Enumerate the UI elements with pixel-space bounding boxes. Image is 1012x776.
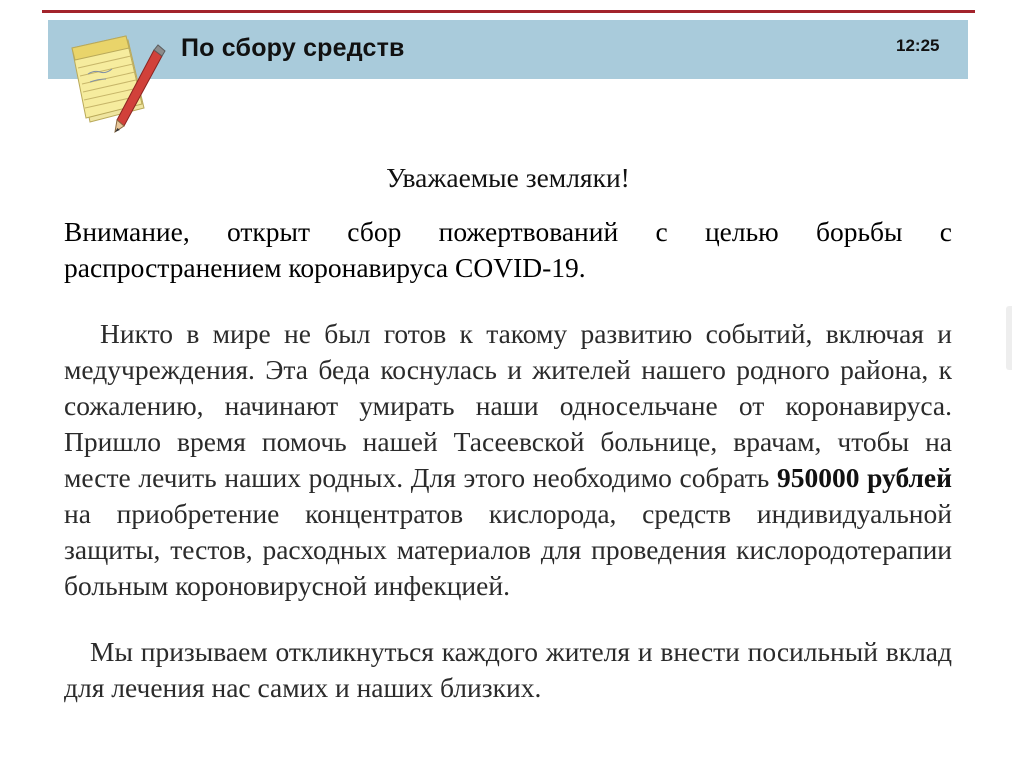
call-to-action-paragraph: Мы призываем откликнуться каждого жителя и внести посильный вклад для лечения нас самих и наших близких. bbox=[64, 636, 952, 703]
article-body bbox=[64, 160, 952, 706]
time-label: 12:25 bbox=[896, 36, 940, 55]
page-title: По сбору средств bbox=[181, 34, 405, 62]
appeal-paragraph bbox=[64, 316, 952, 604]
notepad-pencil-icon bbox=[62, 30, 172, 134]
scrollbar[interactable] bbox=[1006, 306, 1012, 370]
appeal-text-end: на приобретение концентратов кислорода, средств индивидуальной защиты, тестов, расходных материалов для проведения кислородотерапии больным короновирусной инфекцией. bbox=[64, 498, 952, 601]
top-divider bbox=[42, 10, 975, 13]
greeting-heading: Уважаемые земляки! bbox=[386, 162, 630, 193]
announcement-paragraph: Внимание, открыт сбор пожертвований с целью борьбы с распространением коронавируса COVID-19. bbox=[64, 216, 952, 283]
appeal-text-start: Никто в мире не был готов к такому развитию событий, включая и медучреждения. Эта беда коснулась и жителей нашего родного района, к сожалению, начинают умирать наши односельчане от коронавируса. Пришло время помочь нашей Тасеевской больнице, врачам, чтобы на месте лечить наших родных. Для этого необходимо собрать bbox=[64, 318, 952, 493]
fundraising-amount: 950000 рублей bbox=[776, 462, 952, 493]
